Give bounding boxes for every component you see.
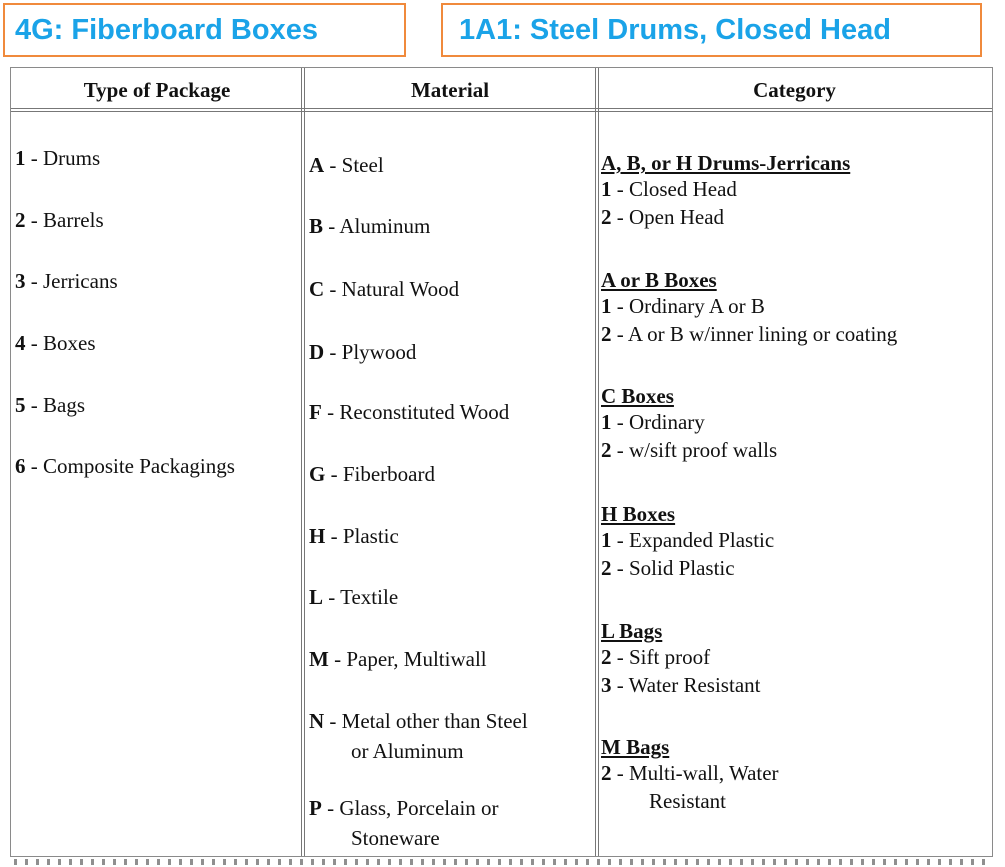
category-item bbox=[601, 554, 774, 582]
entry-code: L bbox=[309, 585, 324, 609]
entry-label: - Solid Plastic bbox=[611, 556, 735, 580]
entry-code: 2 bbox=[15, 208, 26, 232]
entry-label: - Multi-wall, Water bbox=[611, 761, 779, 785]
category-item bbox=[601, 436, 777, 464]
category-group-items bbox=[601, 292, 897, 348]
package-type-item bbox=[15, 269, 118, 294]
entry-code: 2 bbox=[601, 645, 612, 669]
package-type-item bbox=[15, 454, 235, 479]
entry-code: H bbox=[309, 524, 326, 548]
category-group-items bbox=[601, 175, 737, 231]
material-column bbox=[303, 68, 597, 856]
material-item bbox=[309, 582, 398, 612]
entry-code: 1 bbox=[601, 410, 612, 434]
entry-code: 3 bbox=[15, 269, 26, 293]
category-item bbox=[601, 292, 897, 320]
category-group-title: A or B Boxes bbox=[601, 268, 717, 292]
category-group-title: C Boxes bbox=[601, 384, 674, 408]
entry-label: - Fiberboard bbox=[325, 462, 435, 486]
entry-label: - Ordinary bbox=[611, 410, 705, 434]
entry-label: - Water Resistant bbox=[611, 673, 761, 697]
category-group-items bbox=[601, 759, 779, 815]
package-type-item bbox=[15, 146, 100, 171]
entry-code: D bbox=[309, 340, 325, 364]
material-item bbox=[309, 211, 430, 241]
entry-code: 2 bbox=[601, 205, 612, 229]
package-type-item bbox=[15, 208, 104, 233]
entry-code: P bbox=[309, 796, 322, 820]
entry-label: - Expanded Plastic bbox=[611, 528, 775, 552]
material-item bbox=[309, 644, 487, 674]
entry-label: - Paper, Multiwall bbox=[328, 647, 487, 671]
entry-label: - Bags bbox=[25, 393, 85, 417]
cropped-text-strip bbox=[14, 859, 991, 865]
entry-code: C bbox=[309, 277, 325, 301]
material-item bbox=[309, 521, 399, 551]
entry-code: 1 bbox=[601, 528, 612, 552]
category-group-items bbox=[601, 408, 777, 464]
entry-label: - Composite Packagings bbox=[25, 454, 235, 478]
entry-label: - A or B w/inner lining or coating bbox=[611, 322, 898, 346]
entry-label: - Drums bbox=[25, 146, 101, 170]
example-code-steel-drums: 1A1: Steel Drums, Closed Head bbox=[441, 3, 982, 57]
entry-label: - Aluminum bbox=[323, 214, 431, 238]
column-header-category: Category bbox=[753, 78, 836, 102]
entry-code: 2 bbox=[601, 761, 612, 785]
entry-code: 1 bbox=[601, 294, 612, 318]
material-item bbox=[309, 150, 384, 180]
category-group-title: M Bags bbox=[601, 735, 670, 759]
entry-code: M bbox=[309, 647, 329, 671]
entry-label: - Glass, Porcelain or bbox=[321, 796, 499, 820]
entry-continuation: Resistant bbox=[649, 789, 726, 813]
material-item bbox=[309, 337, 416, 367]
category-group-title: A, B, or H Drums-Jerricans bbox=[601, 151, 851, 175]
entry-code: 1 bbox=[15, 146, 26, 170]
entry-code: 1 bbox=[601, 177, 612, 201]
column-header-type: Type of Package bbox=[83, 78, 231, 102]
material-item bbox=[309, 793, 499, 853]
category-item bbox=[601, 320, 897, 348]
packaging-code-table bbox=[10, 67, 993, 857]
category-item bbox=[601, 671, 760, 699]
entry-label: - Steel bbox=[324, 153, 384, 177]
entry-label: - Reconstituted Wood bbox=[321, 400, 510, 424]
entry-continuation: Stoneware bbox=[351, 826, 440, 850]
column-header-material: Material bbox=[410, 78, 490, 102]
entry-code: 4 bbox=[15, 331, 26, 355]
category-item bbox=[601, 759, 779, 787]
example-code-fiberboard-boxes: 4G: Fiberboard Boxes bbox=[3, 3, 406, 57]
entry-code: G bbox=[309, 462, 326, 486]
entry-label: - Sift proof bbox=[611, 645, 711, 669]
category-group-items bbox=[601, 526, 774, 582]
entry-code: 3 bbox=[601, 673, 612, 697]
entry-continuation: or Aluminum bbox=[351, 739, 464, 763]
category-item bbox=[601, 526, 774, 554]
category-group-items bbox=[601, 643, 760, 699]
entry-label: - Open Head bbox=[611, 205, 725, 229]
entry-label: - Boxes bbox=[25, 331, 96, 355]
material-item bbox=[309, 397, 509, 427]
category-item bbox=[601, 408, 777, 436]
entry-label: - Textile bbox=[323, 585, 399, 609]
package-type-item bbox=[15, 331, 96, 356]
entry-label: - w/sift proof walls bbox=[611, 438, 778, 462]
type-of-package-column bbox=[11, 68, 303, 856]
entry-label: - Plywood bbox=[324, 340, 417, 364]
entry-label: - Barrels bbox=[25, 208, 104, 232]
material-item bbox=[309, 274, 459, 304]
category-item bbox=[601, 175, 737, 203]
entry-code: N bbox=[309, 709, 325, 733]
entry-code: B bbox=[309, 214, 324, 238]
entry-label: - Plastic bbox=[325, 524, 399, 548]
entry-code: 5 bbox=[15, 393, 26, 417]
entry-code: 2 bbox=[601, 322, 612, 346]
entry-code: 2 bbox=[601, 438, 612, 462]
category-item bbox=[601, 203, 737, 231]
category-group-title: L Bags bbox=[601, 619, 663, 643]
entry-code: 6 bbox=[15, 454, 26, 478]
entry-label: - Natural Wood bbox=[324, 277, 460, 301]
entry-code: 2 bbox=[601, 556, 612, 580]
material-item bbox=[309, 706, 528, 766]
category-group-title: H Boxes bbox=[601, 502, 676, 526]
entry-label: - Jerricans bbox=[25, 269, 118, 293]
category-column bbox=[597, 68, 992, 856]
entry-code: F bbox=[309, 400, 322, 424]
entry-code: A bbox=[309, 153, 325, 177]
material-item bbox=[309, 459, 435, 489]
entry-label: - Metal other than Steel bbox=[324, 709, 528, 733]
entry-label: - Closed Head bbox=[611, 177, 737, 201]
entry-label: - Ordinary A or B bbox=[611, 294, 765, 318]
package-type-item bbox=[15, 393, 85, 418]
category-item bbox=[601, 643, 760, 671]
